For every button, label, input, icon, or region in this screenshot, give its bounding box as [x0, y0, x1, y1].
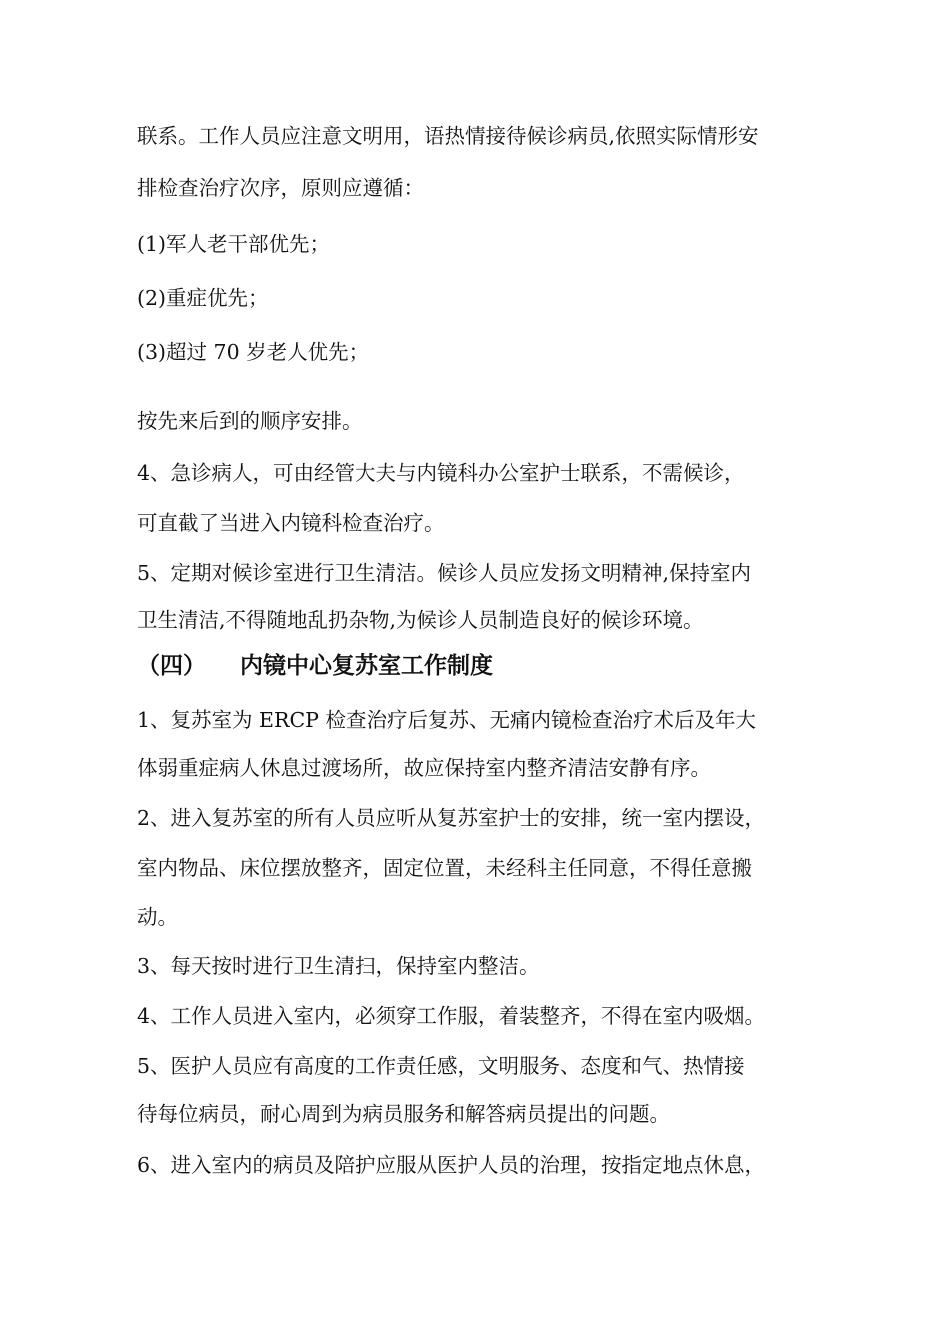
paragraph-line: 2、进入复苏室的所有人员应听从复苏室护士的安排，统一室内摆设，	[137, 806, 766, 830]
paragraph-line: 可直截了当进入内镜科检查治疗。	[137, 511, 445, 535]
paragraph-line: 4、急诊病人，可由经管大夫与内镜科办公室护士联系，不需候诊，	[137, 461, 745, 485]
list-item: (1)军人老干部优先；	[137, 232, 331, 256]
paragraph-line: 卫生清洁,不得随地乱扔杂物,为候诊人员制造良好的候诊环境。	[137, 608, 704, 632]
paragraph-line: 4、工作人员进入室内，必须穿工作服，着装整齐，不得在室内吸烟。	[137, 1004, 766, 1028]
list-item: (2)重症优先；	[137, 286, 269, 310]
section-heading	[137, 650, 493, 682]
section-number: （四）	[137, 652, 206, 679]
paragraph-line: 动。	[137, 905, 178, 929]
paragraph-line: 3、每天按时进行卫生清扫，保持室内整洁。	[137, 954, 540, 978]
paragraph-line: 排检查治疗次序，原则应遵循：	[137, 176, 424, 200]
paragraph-line: 待每位病员，耐心周到为病员服务和解答病员提出的问题。	[137, 1102, 670, 1126]
paragraph-line: 体弱重症病人休息过渡场所，故应保持室内整齐清洁安静有序。	[137, 756, 711, 780]
section-title: 内镜中心复苏室工作制度	[240, 652, 493, 679]
paragraph-line: 联系。工作人员应注意文明用，语热情接待候诊病员,依照实际情形安	[137, 124, 759, 148]
paragraph-line: 室内物品、床位摆放整齐，固定位置，未经科主任同意，不得任意搬	[137, 856, 752, 880]
paragraph-line: 6、进入室内的病员及陪护应服从医护人员的治理，按指定地点休息，	[137, 1153, 766, 1177]
paragraph-line: 5、定期对候诊室进行卫生清洁。候诊人员应发扬文明精神,保持室内	[137, 561, 752, 585]
paragraph-line: 5、医护人员应有高度的工作责任感，文明服务、态度和气、热情接	[137, 1054, 745, 1078]
paragraph-line: 1、复苏室为 ERCP 检查治疗后复苏、无痛内镜检查治疗术后及年大	[137, 708, 756, 732]
paragraph-line: 按先来后到的顺序安排。	[137, 409, 363, 433]
list-item: (3)超过 70 岁老人优先；	[137, 340, 370, 364]
